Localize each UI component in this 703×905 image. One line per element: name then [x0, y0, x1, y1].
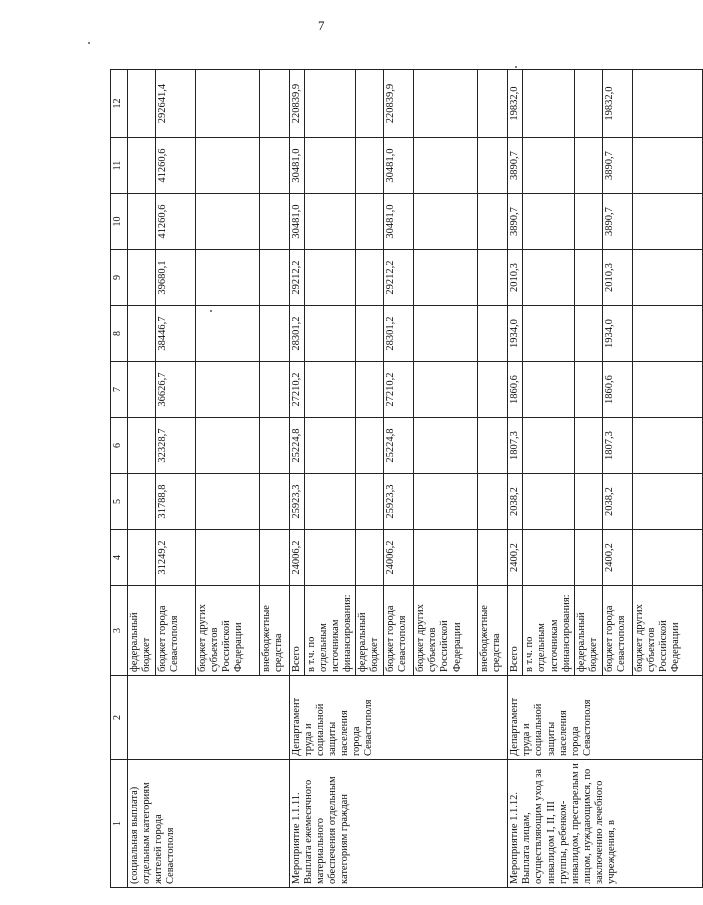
value-cell — [356, 362, 384, 418]
value-cell — [356, 194, 384, 250]
funding-source-cell: бюджет города Севастополя — [602, 586, 632, 676]
value-cell — [632, 138, 702, 194]
value-cell: 1860,6 — [602, 362, 632, 418]
value-cell: 41260,6 — [156, 138, 196, 194]
value-cell — [523, 474, 574, 530]
value-cell — [128, 250, 156, 306]
value-cell — [574, 530, 602, 586]
value-cell: 39680,1 — [156, 250, 196, 306]
activity-cell: Мероприятие 1.1.12. Выплата лицам, осуществляющим уход за инвалидом I, II, III группы, ребенком-инвалидом, престарелым и лицом, нуждающимся, по заключению лечебного учреждения, в — [508, 760, 702, 888]
value-cell: 27210,2 — [384, 362, 414, 418]
col-number: 11 — [111, 138, 128, 194]
col-number: 10 — [111, 194, 128, 250]
value-cell: 2010,3 — [602, 250, 632, 306]
funding-source-cell: федеральный бюджет — [574, 586, 602, 676]
value-cell — [414, 418, 478, 474]
funding-source-cell: федеральный бюджет — [356, 586, 384, 676]
value-cell — [128, 530, 156, 586]
value-cell: 220839,9 — [290, 70, 305, 138]
value-cell: 25224,8 — [290, 418, 305, 474]
funding-source-cell: в т.ч. по отдельным источникам финансирования: — [523, 586, 574, 676]
value-cell — [305, 194, 356, 250]
value-cell: 2010,3 — [508, 250, 523, 306]
value-cell — [196, 418, 260, 474]
value-cell: 24006,2 — [384, 530, 414, 586]
value-cell: 3890,7 — [508, 138, 523, 194]
value-cell — [632, 250, 702, 306]
value-cell: 27210,2 — [290, 362, 305, 418]
value-cell — [196, 138, 260, 194]
value-cell — [196, 194, 260, 250]
funding-source-cell: в т.ч. по отдельным источникам финансирования: — [305, 586, 356, 676]
value-cell — [632, 362, 702, 418]
value-cell — [260, 250, 290, 306]
value-cell — [574, 474, 602, 530]
value-cell — [356, 418, 384, 474]
value-cell — [523, 138, 574, 194]
value-cell — [260, 70, 290, 138]
value-cell: 28301,2 — [384, 306, 414, 362]
value-cell — [356, 70, 384, 138]
value-cell — [478, 194, 508, 250]
value-cell — [414, 70, 478, 138]
value-cell: 2400,2 — [602, 530, 632, 586]
value-cell: 36626,7 — [156, 362, 196, 418]
col-number: 3 — [111, 586, 128, 676]
value-cell: 1860,6 — [508, 362, 523, 418]
value-cell — [128, 306, 156, 362]
funding-source-cell: бюджет других субъектов Российской Федерации — [414, 586, 478, 676]
value-cell — [128, 418, 156, 474]
value-cell: 32328,7 — [156, 418, 196, 474]
value-cell: 1807,3 — [602, 418, 632, 474]
value-cell: 2038,2 — [508, 474, 523, 530]
value-cell: 1934,0 — [602, 306, 632, 362]
funding-source-cell: Всего — [508, 586, 523, 676]
value-cell — [574, 418, 602, 474]
value-cell: 29212,2 — [384, 250, 414, 306]
value-cell: 292641,4 — [156, 70, 196, 138]
value-cell — [478, 474, 508, 530]
value-cell: 220839,9 — [384, 70, 414, 138]
funding-source-cell: бюджет других субъектов Российской Федерации — [196, 586, 260, 676]
value-cell — [356, 530, 384, 586]
value-cell: 1934,0 — [508, 306, 523, 362]
value-cell — [574, 138, 602, 194]
value-cell — [128, 362, 156, 418]
value-cell: 24006,2 — [290, 530, 305, 586]
page-number: 7 — [318, 18, 325, 33]
value-cell — [523, 530, 574, 586]
executor-cell — [128, 676, 290, 760]
value-cell — [260, 530, 290, 586]
value-cell — [196, 70, 260, 138]
value-cell — [305, 530, 356, 586]
value-cell: 2400,2 — [508, 530, 523, 586]
value-cell — [632, 418, 702, 474]
value-cell — [305, 306, 356, 362]
value-cell — [574, 362, 602, 418]
landscape-page — [110, 70, 681, 888]
value-cell: 2038,2 — [602, 474, 632, 530]
value-cell: 19832,0 — [602, 70, 632, 138]
value-cell: 30481,0 — [290, 194, 305, 250]
col-number: 6 — [111, 418, 128, 474]
value-cell — [632, 70, 702, 138]
value-cell — [574, 70, 602, 138]
value-cell: 3890,7 — [508, 194, 523, 250]
value-cell: 30481,0 — [290, 138, 305, 194]
value-cell — [196, 530, 260, 586]
value-cell: 31788,8 — [156, 474, 196, 530]
value-cell — [523, 418, 574, 474]
value-cell: 30481,0 — [384, 194, 414, 250]
value-cell — [414, 362, 478, 418]
value-cell — [523, 250, 574, 306]
financing-table — [110, 69, 703, 888]
value-cell: 25923,3 — [384, 474, 414, 530]
scan-speck — [88, 42, 90, 44]
value-cell: 29212,2 — [290, 250, 305, 306]
value-cell — [196, 474, 260, 530]
funding-source-cell: бюджет других субъектов Российской Федерации — [632, 586, 702, 676]
value-cell — [196, 250, 260, 306]
value-cell — [305, 250, 356, 306]
value-cell — [523, 194, 574, 250]
col-number: 8 — [111, 306, 128, 362]
value-cell — [128, 474, 156, 530]
value-cell — [632, 530, 702, 586]
value-cell — [414, 138, 478, 194]
value-cell: 3890,7 — [602, 194, 632, 250]
table-row — [290, 70, 305, 888]
value-cell: 31249,2 — [156, 530, 196, 586]
value-cell — [305, 362, 356, 418]
value-cell: 30481,0 — [384, 138, 414, 194]
value-cell — [260, 474, 290, 530]
value-cell: 41260,6 — [156, 194, 196, 250]
col-number: 9 — [111, 250, 128, 306]
value-cell: 3890,7 — [602, 138, 632, 194]
value-cell — [414, 250, 478, 306]
value-cell — [260, 194, 290, 250]
value-cell: 38446,7 — [156, 306, 196, 362]
value-cell — [356, 306, 384, 362]
value-cell — [356, 250, 384, 306]
col-number: 1 — [111, 760, 128, 888]
value-cell — [305, 418, 356, 474]
activity-cell: Мероприятие 1.1.11. Выплата ежемесячного материального обеспечения отдельным категориям граждан — [290, 760, 508, 888]
scan-speck — [515, 66, 517, 68]
executor-cell: Департамент труда и социальной защиты населения города Севастополя — [290, 676, 508, 760]
value-cell — [305, 474, 356, 530]
value-cell — [632, 194, 702, 250]
value-cell — [414, 194, 478, 250]
value-cell — [196, 306, 260, 362]
table-row — [508, 70, 523, 888]
col-number: 7 — [111, 362, 128, 418]
value-cell: 28301,2 — [290, 306, 305, 362]
value-cell — [478, 250, 508, 306]
rotated-table-area — [110, 70, 681, 888]
value-cell: 25923,3 — [290, 474, 305, 530]
column-number-row — [111, 70, 128, 888]
value-cell — [260, 138, 290, 194]
value-cell — [128, 70, 156, 138]
value-cell — [632, 306, 702, 362]
value-cell — [574, 306, 602, 362]
funding-source-cell: внебюджетные средства — [260, 586, 290, 676]
col-number: 4 — [111, 530, 128, 586]
value-cell — [128, 194, 156, 250]
value-cell — [478, 530, 508, 586]
value-cell — [632, 474, 702, 530]
funding-source-cell: бюджет города Севастополя — [384, 586, 414, 676]
value-cell — [478, 418, 508, 474]
value-cell — [523, 362, 574, 418]
value-cell — [414, 474, 478, 530]
value-cell — [356, 138, 384, 194]
value-cell — [574, 194, 602, 250]
value-cell — [414, 306, 478, 362]
value-cell — [196, 362, 260, 418]
funding-source-cell: Всего — [290, 586, 305, 676]
executor-cell: Департамент труда и социальной защиты населения города Севастополя — [508, 676, 702, 760]
value-cell: 25224,8 — [384, 418, 414, 474]
value-cell — [128, 138, 156, 194]
value-cell — [523, 306, 574, 362]
value-cell: 1807,3 — [508, 418, 523, 474]
value-cell — [478, 306, 508, 362]
value-cell — [478, 138, 508, 194]
value-cell — [478, 362, 508, 418]
value-cell — [305, 70, 356, 138]
value-cell — [478, 70, 508, 138]
value-cell — [523, 70, 574, 138]
value-cell: 19832,0 — [508, 70, 523, 138]
funding-source-cell: федеральный бюджет — [128, 586, 156, 676]
value-cell — [305, 138, 356, 194]
value-cell — [574, 250, 602, 306]
table-row — [128, 70, 156, 888]
value-cell — [260, 362, 290, 418]
funding-source-cell: внебюджетные средства — [478, 586, 508, 676]
col-number: 5 — [111, 474, 128, 530]
col-number: 2 — [111, 676, 128, 760]
col-number: 12 — [111, 70, 128, 138]
value-cell — [356, 474, 384, 530]
value-cell — [414, 530, 478, 586]
value-cell — [260, 418, 290, 474]
value-cell — [260, 306, 290, 362]
activity-cell: (социальная выплата) отдельным категориям жителей города Севастополя — [128, 760, 290, 888]
funding-source-cell: бюджет города Севастополя — [156, 586, 196, 676]
